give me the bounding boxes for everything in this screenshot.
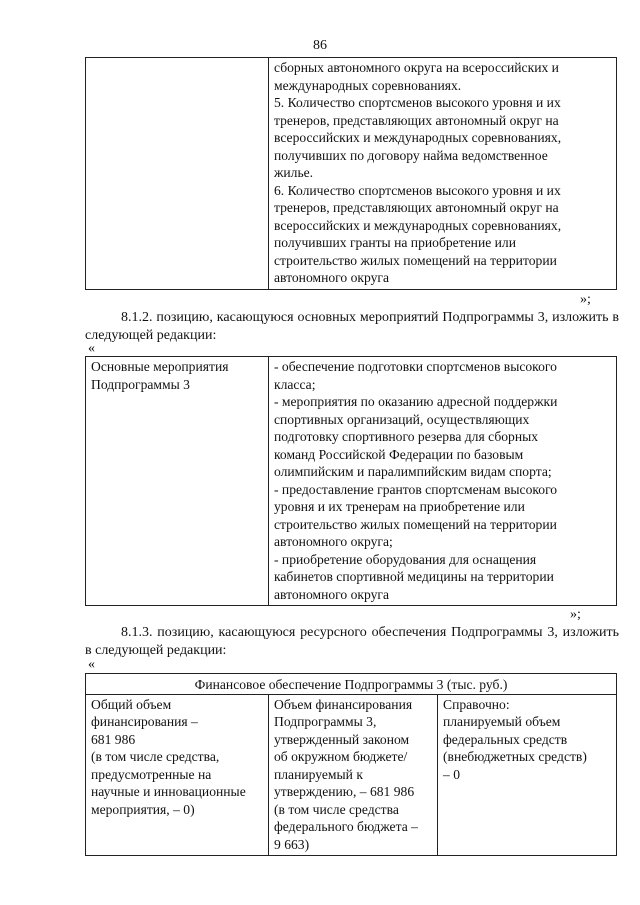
text-line: Подпрограммы 3, (274, 714, 377, 729)
text-line: олимпийским и паралимпийским видам спорта; (274, 464, 552, 479)
opening-quote: « (88, 657, 95, 672)
text-line: федерального бюджета – (274, 819, 418, 834)
text-line: получивших по договору найма ведомственное (274, 147, 548, 163)
closing-quote: »; (570, 607, 581, 622)
text-line: федеральных средств (443, 731, 568, 747)
empty-cell (86, 58, 269, 290)
text-line: 6. Количество спортсменов высокого уровня и их (274, 182, 561, 198)
opening-quote: « (88, 341, 95, 356)
text-line: класса; (274, 376, 316, 392)
text-line: строительство жилых помещений на территории (274, 252, 557, 268)
closing-quote: »; (580, 292, 591, 307)
text-line: 681 986 (91, 731, 136, 747)
text-line: получивших гранты на приобретение или (274, 235, 516, 250)
main-measures-table (85, 356, 617, 606)
text-line: об окружном бюджете/ (274, 749, 408, 764)
text-line: научные и инновационные (91, 784, 246, 799)
text-line: - мероприятия по оказанию адресной поддержки (274, 394, 558, 409)
indicators-table-fragment (85, 57, 617, 290)
text-line: всероссийских и международных соревнованиях, (274, 217, 562, 233)
paragraph-8-1-2: 8.1.2. позицию, касающуюся основных мероприятий Подпрограммы 3, изложить в следующей редакции: (85, 310, 619, 343)
text-line: автономного округа; (274, 534, 393, 549)
text-line: (в том числе средства, (91, 749, 220, 764)
approved-financing-cell (269, 694, 438, 856)
text-line: 9 663) (274, 836, 310, 852)
text-line: утвержденный законом (274, 731, 410, 747)
measures-list-cell (269, 357, 617, 606)
text-line: планируемый объем (443, 714, 561, 729)
financing-table (85, 673, 617, 856)
paragraph-8-1-3: 8.1.3. позицию, касающуюся ресурсного обеспечения Подпрограммы 3, изложить в следующей редакции: (85, 625, 619, 658)
table-row (86, 357, 617, 606)
text-line: Основные мероприятия (91, 359, 229, 374)
text-line: международных соревнованиях. (274, 77, 462, 93)
text-line: 5. Количество спортсменов высокого уровня и их (274, 95, 561, 110)
measures-label-cell (86, 357, 269, 606)
table-row (86, 58, 617, 290)
text-line: Общий объем (91, 696, 172, 712)
text-line: Объем финансирования (274, 696, 413, 712)
text-line: тренеров, представляющих автономный округ на (274, 112, 559, 128)
text-line: спортивных организаций, осуществляющих (274, 411, 530, 427)
text-line: автономного округа (274, 270, 390, 285)
text-line: финансирования – (91, 714, 198, 729)
text-line: кабинетов спортивной медицины на территории (274, 569, 554, 584)
text-line: Справочно: (443, 696, 510, 712)
text-line: автономного округа (274, 586, 390, 602)
text-line: сборных автономного округа на всероссийских и (274, 60, 559, 75)
text-line: Подпрограммы 3 (91, 376, 190, 392)
text-line: предусмотренные на (91, 766, 212, 782)
text-line: - приобретение оборудования для оснащения (274, 551, 537, 567)
text-line: (в том числе средства (274, 801, 399, 817)
text-line: - обеспечение подготовки спортсменов высокого (274, 359, 557, 374)
text-line: мероприятия, – 0) (91, 801, 195, 817)
text-line: – 0 (443, 766, 460, 782)
text-line: (внебюджетных средств) (443, 749, 587, 764)
text-line: - предоставление грантов спортсменам высокого (274, 481, 558, 497)
indicators-cell (269, 58, 617, 290)
page-number: 86 (313, 38, 327, 53)
financing-header: Финансовое обеспечение Подпрограммы 3 (тыс. руб.) (86, 674, 617, 695)
table-header-row (86, 674, 617, 695)
text-line: строительство жилых помещений на территории (274, 516, 557, 532)
text-line: уровня и их тренерам на приобретение или (274, 499, 525, 514)
text-line: подготовку спортивного резерва для сборных (274, 429, 539, 444)
reference-financing-cell (438, 694, 617, 856)
text-line: команд Российской Федерации по базовым (274, 446, 524, 462)
text-line: планируемый к (274, 766, 363, 782)
text-line: тренеров, представляющих автономный округ на (274, 200, 559, 215)
total-financing-cell (86, 694, 269, 856)
table-row (86, 694, 617, 856)
text-line: утверждению, – 681 986 (274, 784, 415, 799)
text-line: жилье. (274, 165, 314, 180)
text-line: всероссийских и международных соревнованиях, (274, 130, 562, 145)
